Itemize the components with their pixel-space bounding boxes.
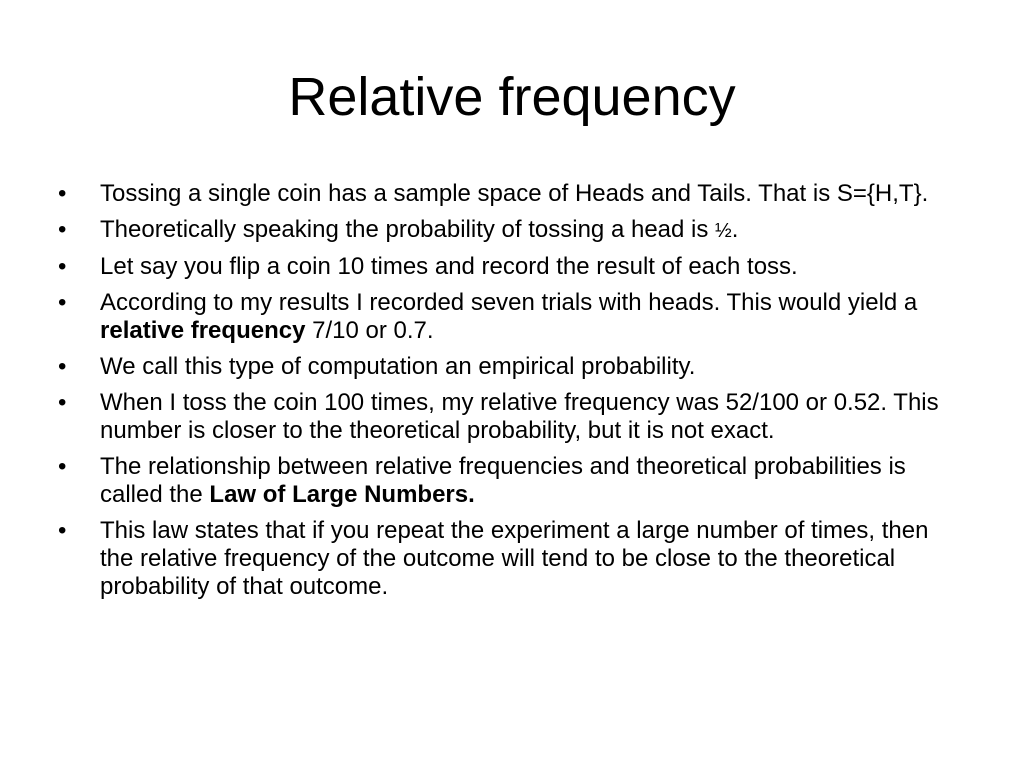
bullet-item (58, 289, 958, 345)
bullet-item (58, 453, 958, 509)
bullet-marker: • (58, 389, 67, 416)
bullet-text: This law states that if you repeat the experiment a large number of times, then the relative frequency of the outcome will tend to be close to the theoretical probability of that outcome. (100, 517, 929, 600)
bullet-marker: • (58, 453, 67, 480)
bullet-marker: • (58, 253, 67, 280)
bullet-text: The relationship between relative frequencies and theoretical probabilities is called the (100, 453, 906, 508)
bullet-text: Theoretically speaking the probability of tossing a head is (100, 216, 716, 243)
bullet-list (58, 180, 958, 609)
bullet-marker: • (58, 517, 67, 544)
bullet-item (58, 253, 958, 281)
bullet-item (58, 216, 958, 245)
bullet-text: Tossing a single coin has a sample space of Heads and Tails. That is S={H,T}. (100, 180, 929, 207)
bullet-marker: • (58, 180, 67, 207)
bullet-text-end: 7/10 or 0.7. (305, 317, 434, 344)
bullet-text: When I toss the coin 100 times, my relative frequency was 52/100 or 0.52. This number is closer to the theoretical probability, but it is not exact. (100, 389, 939, 444)
bullet-item (58, 180, 958, 208)
bold-term: relative frequency (100, 317, 306, 344)
bullet-item (58, 389, 958, 445)
slide-title: Relative frequency (288, 67, 736, 127)
bullet-text: According to my results I recorded seven trials with heads. This would yield a (100, 289, 918, 316)
half-fraction: ½ (715, 220, 732, 242)
bullet-item (58, 353, 958, 381)
bullet-text-end: . (731, 216, 739, 243)
bold-term: Law of Large Numbers. (209, 481, 475, 508)
bullet-text: We call this type of computation an empirical probability. (100, 353, 696, 380)
bullet-marker: • (58, 216, 67, 243)
bullet-marker: • (58, 353, 67, 380)
bullet-text: Let say you flip a coin 10 times and record the result of each toss. (100, 253, 798, 280)
bullet-marker: • (58, 289, 67, 316)
bullet-item (58, 517, 958, 601)
